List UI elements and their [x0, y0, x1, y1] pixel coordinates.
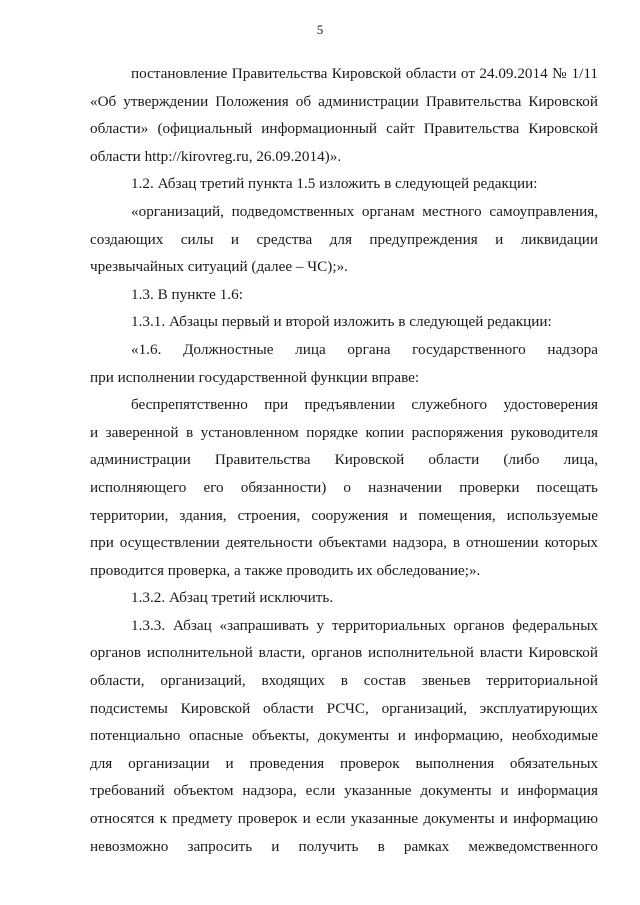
text-line: при осуществлении деятельности объектами надзора, в отношении которых: [90, 534, 598, 552]
text-line: области» (официальный информационный сайт Правительства Кировской: [90, 120, 598, 138]
text-line: 1.3.1. Абзацы первый и второй изложить в следующей редакции:: [131, 313, 552, 331]
text-line: органов исполнительной власти, органов исполнительной власти Кировской: [90, 644, 598, 662]
text-line: администрации Правительства Кировской области (либо лица,: [90, 451, 598, 469]
text-line: «Об утверждении Положения об администрации Правительства Кировской: [90, 92, 598, 110]
text-line: потенциально опасные объекты, документы и информацию, необходимые: [90, 727, 598, 745]
text-line: беспрепятственно при предъявлении служебного удостоверения: [131, 396, 598, 414]
text-line: при исполнении государственной функции вправе:: [90, 368, 420, 386]
text-line: территории, здания, строения, сооружения и помещения, используемые: [90, 506, 598, 524]
text-line: постановление Правительства Кировской области от 24.09.2014 № 1/11: [131, 65, 598, 82]
text-line: 1.3.3. Абзац «запрашивать у территориальных органов федеральных: [131, 616, 598, 634]
text-line: для организации и проведения проверок выполнения обязательных: [90, 754, 598, 772]
text-line: области http://kirovreg.ru, 26.09.2014)».: [90, 147, 342, 165]
text-line: исполняющего его обязанности) о назначении проверки посещать: [90, 478, 598, 496]
page-number: 5: [316, 22, 324, 37]
text-line: создающих силы и средства для предупреждения и ликвидации: [90, 230, 598, 248]
document-body: [90, 60, 598, 860]
text-line: 1.3.2. Абзац третий исключить.: [131, 589, 334, 607]
text-line: «1.6. Должностные лица органа государственного надзора: [131, 340, 598, 358]
text-line: проводится проверка, а также проводить их обследование;».: [90, 561, 481, 579]
text-line: и заверенной в установленном порядке копии распоряжения руководителя: [90, 423, 598, 441]
text-line: 1.2. Абзац третий пункта 1.5 изложить в следующей редакции:: [131, 175, 538, 193]
text-line: «организаций, подведомственных органам местного самоуправления,: [131, 202, 598, 220]
text-line: 1.3. В пункте 1.6:: [131, 285, 243, 303]
text-line: невозможно запросить и получить в рамках межведомственного: [90, 837, 598, 855]
text-line: чрезвычайных ситуаций (далее – ЧС);».: [90, 258, 348, 276]
text-line: требований объектом надзора, если указанные документы и информация: [90, 782, 598, 800]
text-line: области, организаций, входящих в состав звеньев территориальной: [90, 672, 598, 690]
text-line: относятся к предмету проверок и если указанные документы и информацию: [90, 810, 598, 828]
text-line: подсистемы Кировской области РСЧС, организаций, эксплуатирующих: [90, 699, 598, 717]
